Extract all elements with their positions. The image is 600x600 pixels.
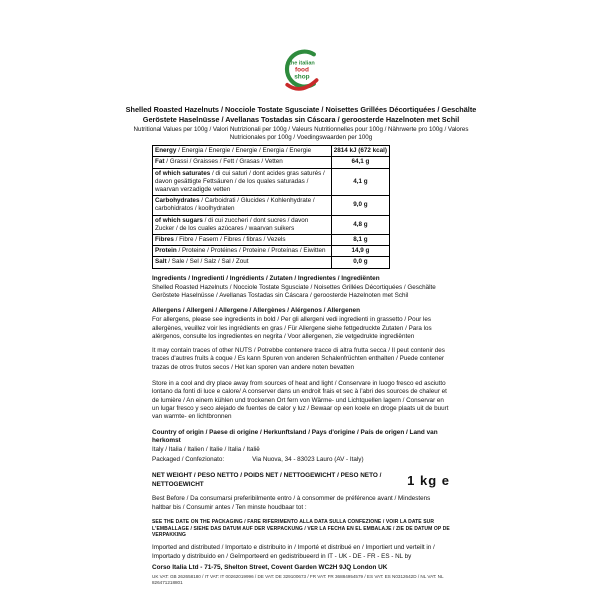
table-row xyxy=(153,196,390,215)
row-label-rest: / Grassi / Graisses / Fett / Grasas / Vetten xyxy=(164,158,283,166)
row-label-rest: / Proteine / Protéines / Proteine / Proteínas / Eiwitten xyxy=(176,247,326,255)
row-value: 64,1 g xyxy=(331,157,389,168)
origin-countries: Italy / Italia / Italien / Italie / Italia / Italië xyxy=(152,446,260,454)
net-weight-value: 1 kg e xyxy=(407,473,450,489)
row-label-rest: / Energia / Energie / Energie / Energia / Energie xyxy=(176,147,312,155)
row-value: 0,0 g xyxy=(331,257,389,268)
table-row xyxy=(153,235,390,246)
table-row xyxy=(153,146,390,157)
row-label-rest: / di cui saturi / dont acides gras saturés / davon gesättigte Fettsäuren / de los quales saturadas / waarvan verzadigde vetten xyxy=(155,169,325,193)
row-label xyxy=(153,168,332,196)
row-value: 4,1 g xyxy=(331,168,389,196)
row-value: 2814 kJ (672 kcal) xyxy=(331,146,389,157)
packaged-label: Packaged / Confezionato: xyxy=(152,455,225,463)
row-label xyxy=(153,235,332,246)
italian-food-shop-logo-icon xyxy=(278,46,324,94)
row-label-rest: / Carboidrati / Glucides / Kohlenhydrate / carbohidratos / koolhydraten xyxy=(155,197,315,213)
row-label-lead: Salt xyxy=(155,258,167,266)
table-row xyxy=(153,168,390,196)
row-value: 8,1 g xyxy=(331,235,389,246)
storage-instructions: Store in a cool and dry place away from sources of heat and light / Conservare in luogo fresco ed asciutto lontano da fonti di luce e calore/ A conserver dans un endroit frais et sec à l'abri des sources de chaleur et de lumière / An einem kühlen und trockenen Ort fern von Wärme- und Lichtquellen lagern / Conservar en un lugar fresco y seco alejado de fuentes de calor y luz / Bewaar op een koele en droge plaats uit de buurt van warmte- en lichtbronnen xyxy=(152,380,449,421)
table-row xyxy=(153,215,390,234)
traces-notice: It may contain traces of other NUTS / Potrebbe contenere tracce di altra frutta secca / Il peut contenir des traces d'autres fruits à coque / Es kann Spuren von anderen Schalenfrüchten enthalten / Puede contener trazas de otros frutos secos / Het kan sporen van andere noten bevatten xyxy=(152,347,445,371)
net-weight-row xyxy=(152,472,450,489)
row-label xyxy=(153,146,332,157)
row-value: 4,8 g xyxy=(331,215,389,234)
packaged-line xyxy=(152,456,450,464)
row-value: 14,9 g xyxy=(331,246,389,257)
logo-text-line3: shop xyxy=(294,73,310,81)
ingredients-body: Shelled Roasted Hazelnuts / Nocciole Tostate Sgusciate / Noisettes Grillées Décortiquées / Geschälte Geröstete Haselnüsse / Avellanas Tostadas sin Cáscara / geroosterde Hazelnoten met Schil xyxy=(152,284,436,300)
table-row xyxy=(153,246,390,257)
row-label-lead: Carbohydrates xyxy=(155,197,200,205)
product-title: Shelled Roasted Hazelnuts / Nocciole Tostate Sgusciate / Noisettes Grillées Décortiquées / Geschälte Geröstete Haselnüsse / Avellanas Tostadas sin Cáscara / geroosterde Hazelnoten met Schil xyxy=(125,105,477,124)
allergens-heading: Allergens / Allergeni / Allergene / Allergènes / Alérgenos / Allergenen xyxy=(152,306,360,314)
vat-numbers: UK VAT: GB 262658180 / IT VAT: IT 00262019996 / DE VAT: DE 329100673 / FR VAT: FR 36884954579 / ES VAT: ES N0312642D / NL VAT: NL 826471218801 xyxy=(152,574,444,586)
see-date-notice: SEE THE DATE ON THE PACKAGING / FARE RIFERIMENTO ALLA DATA SULLA CONFEZIONE / VOIR LA DATE SUR L'EMBALLAGE / SIEHE DAS DATUM AUF DER VERPACKUNG / VER LA FECHA EN EL EMBALAJE / ZIE DE DATUM OP DE VERPAKKING xyxy=(152,518,450,539)
row-label-lead: Fibres xyxy=(155,236,174,244)
company-address: Corso Italia Ltd - 71-75, Shelton Street, Covent Garden WC2H 9JQ London UK xyxy=(152,563,388,571)
row-label xyxy=(153,257,332,268)
row-label xyxy=(153,246,332,257)
brand-logo xyxy=(152,46,450,99)
logo-text-line1: the italian xyxy=(289,60,315,67)
row-label-rest: / di cui zuccheri / dont sucres / davon Zucker / de los cuales azúcares / waarvan suikers xyxy=(155,216,309,232)
ingredients-heading: Ingredients / Ingredienti / Ingrédients / Zutaten / Ingredientes / Ingrediënten xyxy=(152,274,380,282)
table-row xyxy=(153,157,390,168)
logo-text-line2: food xyxy=(294,66,309,74)
nutrition-subtitle: Nutritional Values per 100g / Valori Nutrizionali per 100g / Valeurs Nutritionnelles pour 100g / Nährwerte pro 100g / Valores Nutricionales por 100g / Voedingswaarden per 100g xyxy=(133,126,469,141)
row-label-lead: of which sugars xyxy=(155,216,203,224)
row-label xyxy=(153,157,332,168)
packaged-address: Via Nuova, 34 - 83023 Lauro (AV - Italy) xyxy=(252,455,364,463)
label-content xyxy=(125,46,477,586)
origin-heading: Country of origin / Paese di origine / Herkunftsland / Pays d'origine / País de origen / Land van herkomst xyxy=(152,429,438,445)
row-label-lead: of which saturates xyxy=(155,169,211,177)
row-label xyxy=(153,196,332,215)
row-label-lead: Fat xyxy=(155,158,165,166)
table-row xyxy=(153,257,390,268)
imported-distributed-text: Imported and distributed / Importato e distribuito in / Importé et distribué en / Importiert und verteilt in / Importado y distribuido en / Geïmporteerd en gedistribueerd in IT - UK - DE - FR - ES - NL by xyxy=(152,544,435,560)
best-before-text: Best Before / Da consumarsi preferibilmente entro / à consommer de préférence avant / Mindestens haltbar bis / Consumir antes / Ten minste houdbaar tot : xyxy=(152,495,431,511)
allergens-body: For allergens, please see ingredients in bold / Per gli allergeni vedi ingredienti in grassetto / Pour les allergènes, veuillez voir les ingrédients en gras / Für Allergene siehe fettgedruckte Zutaten / Para los alérgenos, consulte los ingredientes en negrita / Voor allergenen, zie vetgedrukte ingrediënten xyxy=(152,316,432,340)
row-label-rest: / Sale / Sel / Salz / Sal / Zout xyxy=(166,258,249,266)
nutrition-table xyxy=(152,145,390,268)
row-value: 9,0 g xyxy=(331,196,389,215)
row-label xyxy=(153,215,332,234)
row-label-lead: Energy xyxy=(155,147,177,155)
row-label-lead: Protein xyxy=(155,247,177,255)
row-label-rest: / Fibre / Fasern / Fibres / fibras / Vezels xyxy=(173,236,286,244)
net-weight-label: NET WEIGHT / PESO NETTO / POIDS NET / NETTOGEWICHT / PESO NETO / NETTOGEWICHT xyxy=(152,472,382,488)
